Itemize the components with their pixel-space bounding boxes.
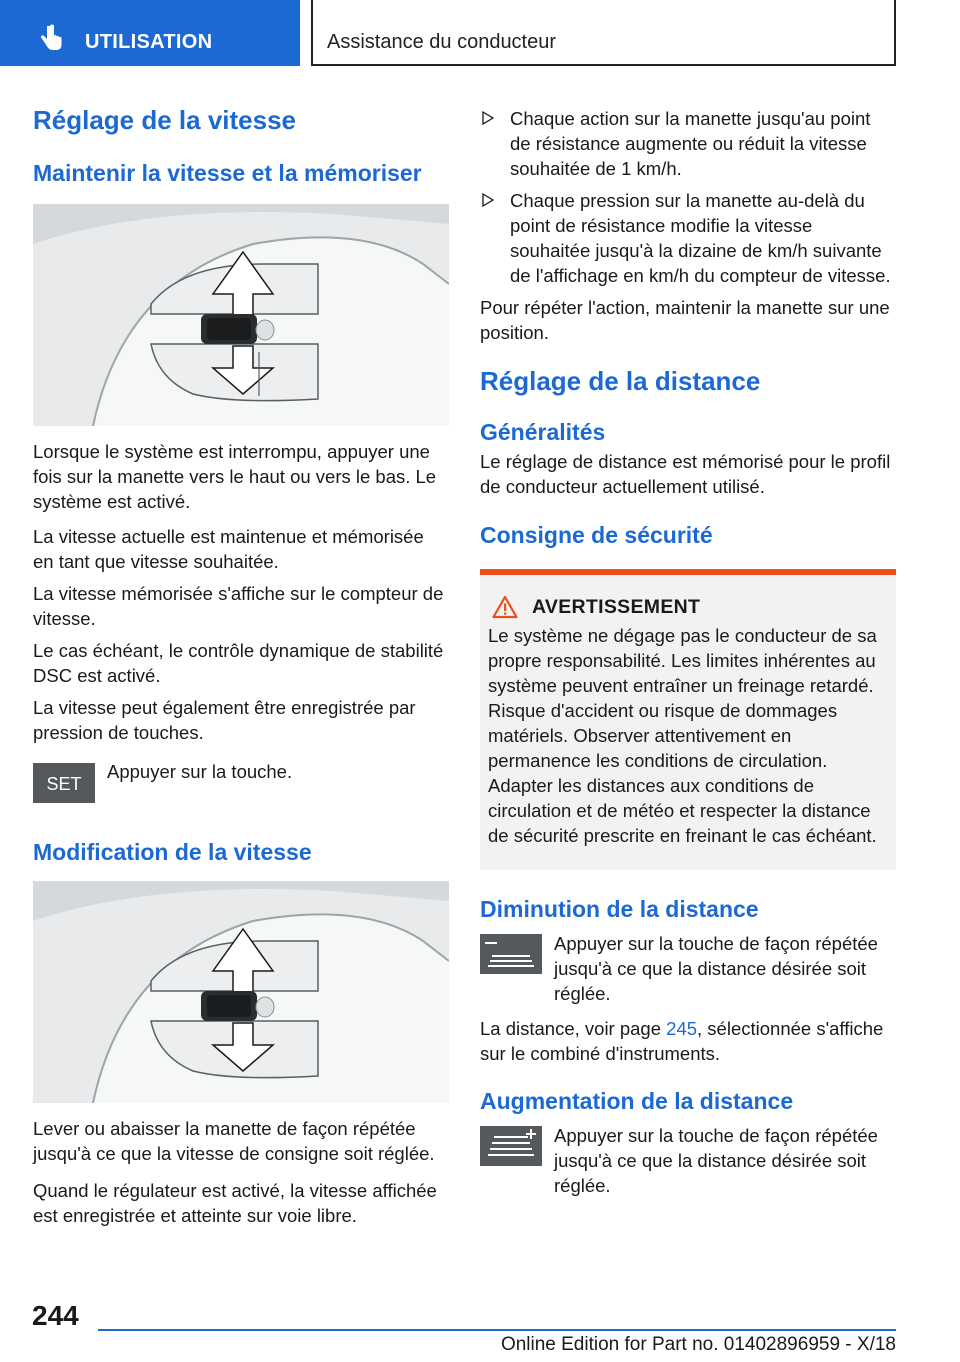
steering-control-illustration [33,204,449,426]
heading-decrease-distance: Diminution de la distance [480,896,759,922]
increase-key-row [480,1126,896,1198]
heading-speed-setting: Réglage de la vitesse [33,105,297,135]
paragraph-general: Le réglage de distance est mémorisé pour le profil de conducteur actuellement utilisé. [480,451,891,497]
set-button-icon [33,763,95,803]
decrease-key-row [480,934,896,1006]
heading-increase-distance: Augmentation de la distance [480,1088,794,1114]
warning-text: Le système ne dégage pas le conducteur de sa propre responsabilité. Les limites inhérentes au système peuvent entraîner un freinage retardé. Risque d'accident ou risque de dommages matériels. Observer attentivement en permanence les conditions de circulation. Adapter les distances aux conditions de circulation et de météo et respecter la distance de sécurité prescrite en freinant le cas échéant. [488,625,877,846]
bullet-text-1: Chaque action sur la manette jusqu'au point de résistance augmente ou réduit la vitesse souhaitée de 1 km/h. [510,108,871,179]
warning-triangle-icon [492,595,518,619]
bullet-text-2: Chaque pression sur la manette au-delà du point de résistance modifie la vitesse souhaitée jusqu'à la dizaine de km/h suivante de l'affichage en km/h du compteur de vitesse. [510,190,891,286]
section-title: Assistance du conducteur [327,31,557,53]
hand-pointer-icon [38,24,64,52]
set-instruction: Appuyer sur la touche. [107,761,293,782]
paragraph-buttons: La vitesse peut également être enregistrée par pression de touches. [33,697,416,743]
chapter-tab[interactable] [0,0,300,66]
section-header [311,0,896,66]
bullet-beyond-resistance [480,188,896,288]
left-column [33,98,449,1228]
edition-footer: Online Edition for Part no. 01402896959 - X/18 [500,1334,896,1355]
steering-wheel-photo [33,204,449,426]
steering-wheel-photo-2 [33,881,449,1103]
distance-increase-button-icon [480,1126,542,1166]
bullet-resistance-point [480,106,896,181]
set-key-row [33,763,449,803]
right-column [480,98,896,1198]
distance-text-post: , sélectionnée s'affiche sur le combiné d'instruments. [480,1018,884,1064]
page-number: 244 [32,1300,79,1331]
triangle-bullet-icon [482,111,494,125]
warning-box [480,569,896,870]
paragraph-lever: Lever ou abaisser la manette de façon répétée jusqu'à ce que la vitesse de consigne soit réglée. [33,1118,435,1164]
heading-safety: Consigne de sécurité [480,522,713,548]
heading-general: Généralités [480,419,606,445]
paragraph-distance-page [480,1016,896,1066]
warning-title: AVERTISSEMENT [532,595,701,618]
footer-rule [98,1329,896,1331]
chapter-tab-label: UTILISATION [85,31,213,53]
decrease-instruction: Appuyer sur la touche de façon répétée jusqu'à ce que la distance désirée soit réglée. [554,933,878,1004]
steering-control-illustration-2 [33,881,449,1103]
distance-text-pre: La distance, voir page [480,1018,667,1039]
paragraph-current-speed: La vitesse actuelle est maintenue et mémorisée en tant que vitesse souhaitée. [33,526,424,572]
heading-maintain-speed: Maintenir la vitesse et la mémoriser [33,160,422,186]
paragraph-dsc: Le cas échéant, le contrôle dynamique de stabilité DSC est activé. [33,640,444,686]
paragraph-resume: Lorsque le système est interrompu, appuyer une fois sur la manette vers le haut ou vers le bas. Le système est activé. [33,441,437,512]
paragraph-speedometer: La vitesse mémorisée s'affiche sur le compteur de vitesse. [33,583,444,629]
set-key-text: SET [46,774,82,794]
heading-distance-setting: Réglage de la distance [480,366,761,396]
paragraph-free-road: Quand le régulateur est activé, la vitesse affichée est enregistrée et atteinte sur voie libre. [33,1180,437,1226]
increase-instruction: Appuyer sur la touche de façon répétée jusqu'à ce que la distance désirée soit réglée. [554,1125,878,1196]
warning-header [488,595,888,619]
distance-decrease-button-icon [480,934,542,974]
triangle-bullet-icon [482,193,494,207]
paragraph-repeat: Pour répéter l'action, maintenir la manette sur une position. [480,297,890,343]
page-link-245[interactable]: 245 [666,1018,698,1039]
heading-modify-speed: Modification de la vitesse [33,839,312,865]
